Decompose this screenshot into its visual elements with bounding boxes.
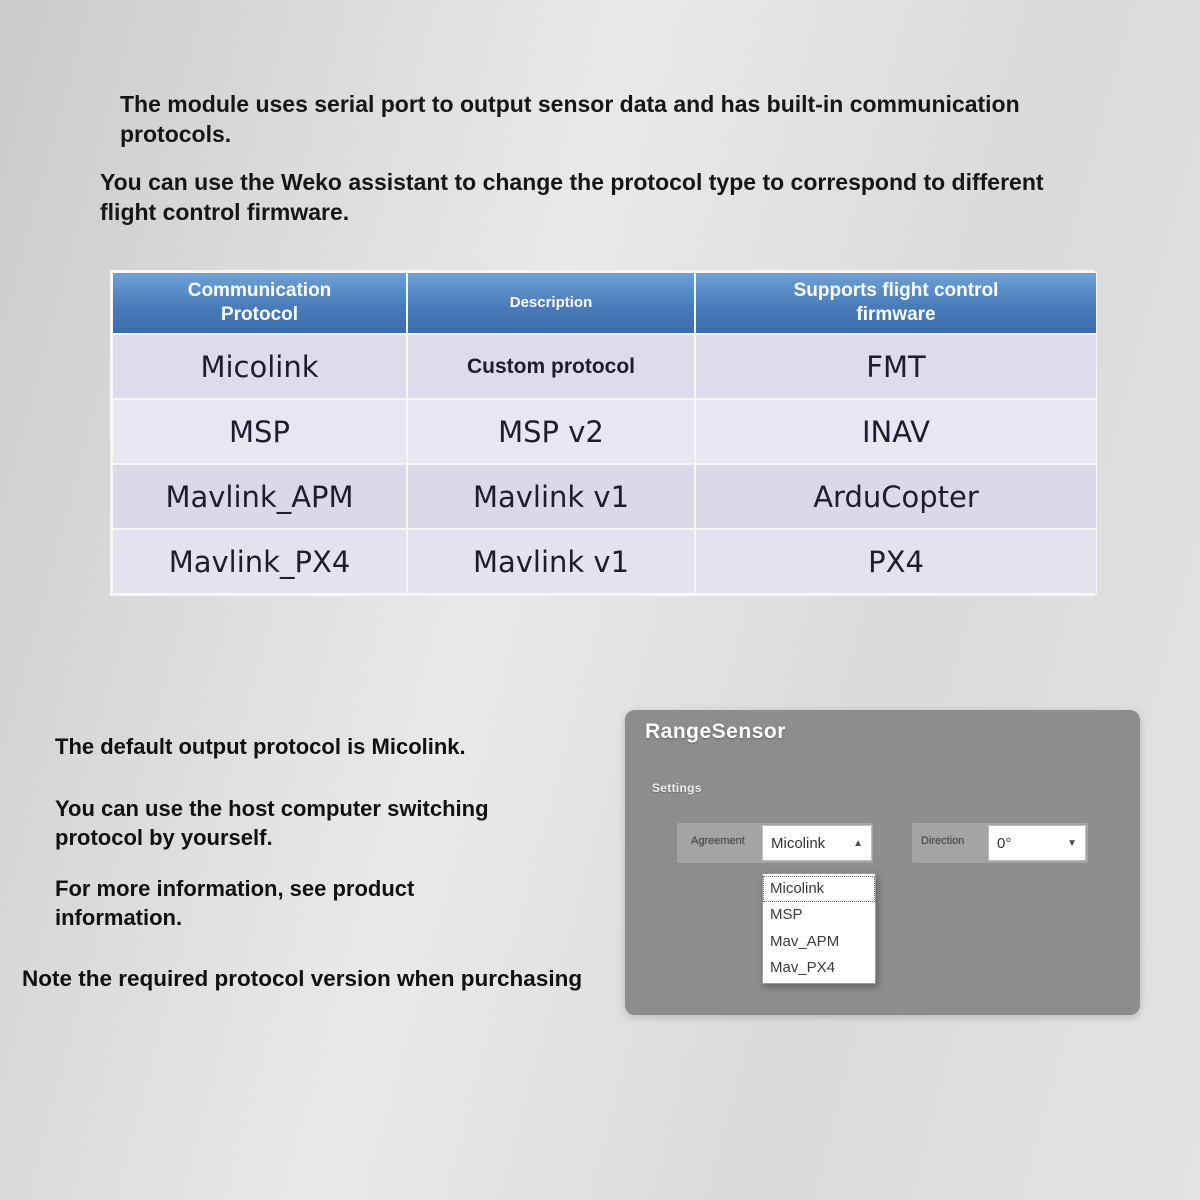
direction-combobox[interactable] [988, 825, 1086, 861]
table-header-label: Communication Protocol [187, 280, 332, 325]
app-title: RangeSensor [645, 720, 786, 743]
direction-combobox-value: 0° [997, 834, 1012, 852]
protocol-combobox[interactable] [762, 825, 872, 861]
table-cell: FMT [695, 334, 1097, 399]
table-header-label: Supports flight control firmware [793, 280, 999, 325]
protocol-table [110, 270, 1095, 596]
intro-paragraph-2: You can use the Weko assistant to change the protocol type to correspond to different flight control firmware. [100, 169, 1044, 225]
table-header-label: Description [509, 293, 593, 311]
table-cell: Mavlink v1 [407, 464, 695, 529]
table-cell: INAV [695, 399, 1097, 464]
dropdown-item-mav-apm[interactable]: Mav_APM [770, 932, 840, 950]
note-protocol-version: Note the required protocol version when purchasing [22, 966, 583, 991]
direction-label: Direction [921, 835, 965, 847]
protocol-dropdown-list [762, 873, 876, 984]
note-default-protocol: The default output protocol is Micolink. [55, 734, 466, 759]
table-cell: Micolink [112, 334, 407, 399]
chevron-down-icon[interactable]: ▼ [1067, 837, 1077, 849]
table-cell: ArduCopter [695, 464, 1097, 529]
dropdown-item-msp[interactable]: MSP [770, 906, 803, 924]
chevron-up-icon[interactable]: ▲ [853, 837, 863, 849]
note-more-information: For more information, see product information. [55, 876, 415, 930]
table-header-supports-firmware [695, 272, 1097, 334]
table-header-description [407, 272, 695, 334]
table-cell: Mavlink v1 [407, 529, 695, 594]
table-cell: MSP v2 [407, 399, 695, 464]
settings-section-label: Settings [652, 781, 702, 795]
agreement-label: Agreement [691, 835, 745, 847]
table-cell: PX4 [695, 529, 1097, 594]
table-cell: Mavlink_PX4 [112, 529, 407, 594]
protocol-combobox-value: Micolink [771, 834, 826, 852]
table-header-communication-protocol [112, 272, 407, 334]
dropdown-item-micolink[interactable]: Micolink [763, 876, 875, 902]
table-cell: MSP [112, 399, 407, 464]
dropdown-item-mav-px4[interactable]: Mav_PX4 [770, 958, 836, 976]
rangesensor-app-window [625, 710, 1140, 1015]
intro-paragraph-1: The module uses serial port to output sensor data and has built-in communication protocols. [120, 91, 1020, 147]
table-cell: Custom protocol [407, 334, 695, 399]
note-host-switching: You can use the host computer switching protocol by yourself. [55, 796, 489, 850]
table-cell: Mavlink_APM [112, 464, 407, 529]
